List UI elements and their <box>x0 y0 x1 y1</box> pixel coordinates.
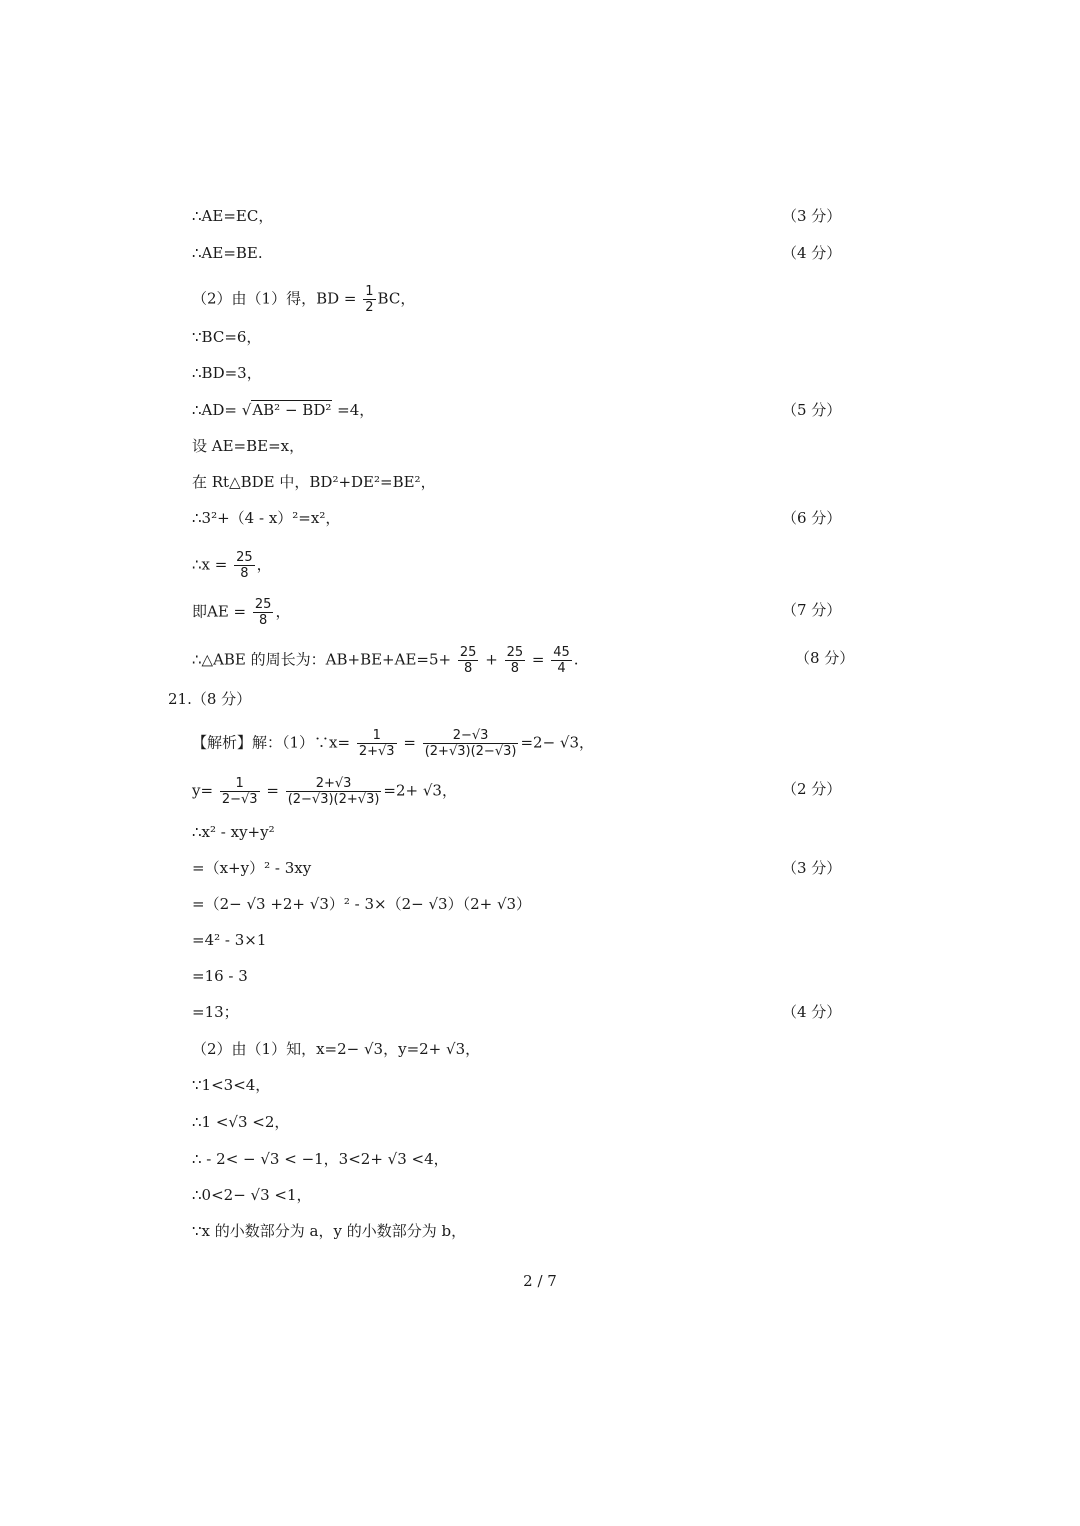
denominator: 2−√3 <box>221 792 258 807</box>
fraction <box>286 776 382 807</box>
solution-line: ∵1<3<4， <box>192 1076 271 1094</box>
numerator: 2+√3 <box>286 776 382 792</box>
math-operator: = <box>266 781 279 800</box>
question-heading: 21.（8 分） <box>168 690 252 708</box>
fraction <box>458 645 479 676</box>
numerator: 25 <box>254 597 272 612</box>
solution-line: ∴0<2− √3 <1， <box>192 1186 312 1204</box>
line-suffix: . <box>573 650 579 669</box>
line-suffix: =2− √3， <box>520 733 595 752</box>
solution-line: （2）由（1）知，x=2− √3，y=2+ √3， <box>192 1040 481 1058</box>
solution-line: =4² - 3×1 <box>192 931 267 949</box>
line-prefix: 即AE = <box>192 602 247 621</box>
denominator: 2 <box>365 300 374 315</box>
solution-line <box>192 550 272 581</box>
solution-line: ∴3²+（4 - x）²=x²， <box>192 509 341 527</box>
denominator: 2+√3 <box>358 744 395 759</box>
score-mark: （2 分） <box>782 780 842 798</box>
score-mark: （5 分） <box>782 401 842 419</box>
fraction <box>253 597 274 628</box>
solution-line: ∴ - 2< − √3 < −1，3<2+ √3 <4， <box>192 1150 449 1168</box>
numerator: 2−√3 <box>423 728 519 744</box>
page-number: 2 / 7 <box>523 1272 557 1290</box>
math-operator: = <box>403 733 416 752</box>
numerator: 1 <box>220 776 260 792</box>
score-mark: （7 分） <box>782 601 842 619</box>
denominator: (2−√3)(2+√3) <box>287 792 380 807</box>
solution-line: ∴AE=EC， <box>192 207 274 225</box>
solution-line <box>192 645 579 676</box>
line-suffix: =4， <box>337 401 375 419</box>
line-suffix: =2+ √3， <box>383 781 457 800</box>
solution-line: ∵BC=6， <box>192 328 262 346</box>
denominator: 8 <box>464 661 473 676</box>
solution-line: =16 - 3 <box>192 967 248 985</box>
numerator: 25 <box>506 645 524 660</box>
score-mark: （4 分） <box>782 244 842 262</box>
math-operator: + <box>485 650 498 669</box>
square-root <box>242 397 333 423</box>
solution-line <box>192 728 595 759</box>
solution-line: =（2− √3 +2+ √3）² - 3×（2− √3）（2+ √3） <box>192 895 532 913</box>
solution-line: ∴1 <√3 <2， <box>192 1113 290 1131</box>
solution-line: =13； <box>192 1003 239 1021</box>
denominator: 8 <box>510 661 519 676</box>
line-prefix: ∴AD= <box>192 401 237 419</box>
fraction <box>357 728 397 759</box>
solution-line <box>192 397 374 423</box>
denominator: 8 <box>240 566 249 581</box>
solution-line: ∴AE=BE. <box>192 244 263 262</box>
solution-line: =（x+y）² - 3xy <box>192 859 312 877</box>
line-suffix: ， <box>256 555 272 574</box>
fraction <box>220 776 260 807</box>
fraction <box>423 728 519 759</box>
line-prefix: y= <box>192 781 214 800</box>
numerator: 25 <box>236 550 253 565</box>
score-mark: （8 分） <box>795 649 855 667</box>
line-prefix: 【解析】解：（1）∵x= <box>192 733 351 752</box>
numerator: 1 <box>357 728 397 744</box>
score-mark: （3 分） <box>782 859 842 877</box>
math-text: BC， <box>377 289 416 308</box>
numerator: 1 <box>365 284 374 299</box>
radical-sign-icon: √ <box>241 401 252 419</box>
radicand: AB² − BD² <box>252 401 332 419</box>
score-mark: （6 分） <box>782 509 842 527</box>
denominator: 4 <box>557 661 566 676</box>
solution-line: ∴BD=3， <box>192 364 262 382</box>
score-mark: （4 分） <box>782 1003 842 1021</box>
solution-line <box>192 284 416 315</box>
solution-line: ∵x 的小数部分为 a，y 的小数部分为 b， <box>192 1222 467 1240</box>
fraction <box>551 645 572 676</box>
fraction <box>363 284 375 315</box>
solution-line <box>192 776 457 807</box>
denominator: 8 <box>259 613 268 628</box>
numerator: 25 <box>459 645 477 660</box>
numerator: 45 <box>553 645 570 660</box>
score-mark: （3 分） <box>782 207 842 225</box>
fraction <box>505 645 526 676</box>
line-prefix: ∴x = <box>192 555 228 574</box>
math-operator: = <box>531 650 545 669</box>
solution-line <box>192 597 291 628</box>
fraction <box>234 550 255 581</box>
solution-line: ∴x² - xy+y² <box>192 823 275 841</box>
line-prefix: ∴△ABE 的周长为：AB+BE+AE=5+ <box>192 650 452 669</box>
solution-line: 在 Rt△BDE 中，BD²+DE²=BE²， <box>192 473 436 491</box>
denominator: (2+√3)(2−√3) <box>424 744 517 759</box>
line-suffix: ， <box>275 602 291 621</box>
math-text: BD = <box>316 289 357 308</box>
solution-line: 设 AE=BE=x， <box>192 437 305 455</box>
line-prefix: （2）由（1）得， <box>192 289 317 308</box>
